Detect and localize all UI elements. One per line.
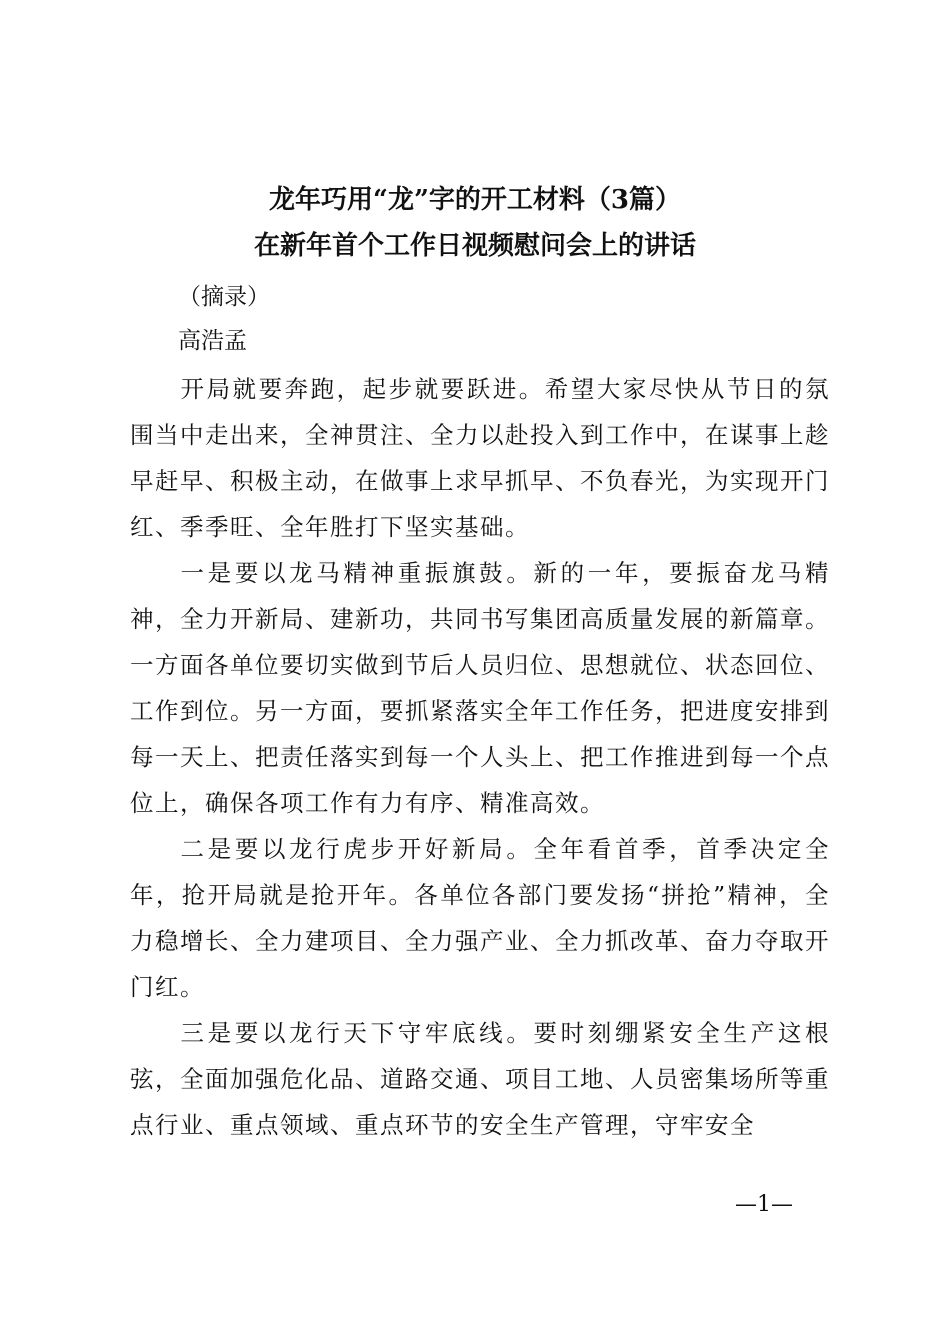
document-subtitle: 在新年首个工作日视频慰问会上的讲话 — [253, 231, 696, 261]
document-title: 龙年巧用“龙”字的开工材料（3篇） — [268, 185, 681, 215]
paragraph: 二是要以龙行虎步开好新局。全年看首季，首季决定全年，抢开局就是抢开年。各单位各部门要发扬“拼抢”精神，全力稳增长、全力建项目、全力强产业、全力抓改革、奋力夺取开门红。 — [130, 835, 830, 1001]
paragraph: 一是要以龙马精神重振旗鼓。新的一年，要振奋龙马精神，全力开新局、建新功，共同书写集团高质量发展的新篇章。一方面各单位要切实做到节后人员归位、思想就位、状态回位、工作到位。另一方面，要抓紧落实全年工作任务，把进度安排到每一天上、把责任落实到每一个人头上、把工作推进到每一个点位上，确保各项工作有力有序、精准高效。 — [130, 559, 830, 817]
paragraph: 三是要以龙行天下守牢底线。要时刻绷紧安全生产这根弦，全面加强危化品、道路交通、项目工地、人员密集场所等重点行业、重点领域、重点环节的安全生产管理，守牢安全 — [130, 1019, 830, 1139]
document-body — [130, 366, 830, 1148]
page-number: —1— — [735, 1192, 793, 1217]
author-name: 高浩孟 — [178, 328, 247, 354]
paragraph: 开局就要奔跑，起步就要跃进。希望大家尽快从节日的氛围当中走出来，全神贯注、全力以赴投入到工作中，在谋事上趁早赶早、积极主动，在做事上求早抓早、不负春光，为实现开门红、季季旺、全年胜打下坚实基础。 — [130, 375, 830, 541]
excerpt-note: （摘录） — [178, 284, 270, 310]
